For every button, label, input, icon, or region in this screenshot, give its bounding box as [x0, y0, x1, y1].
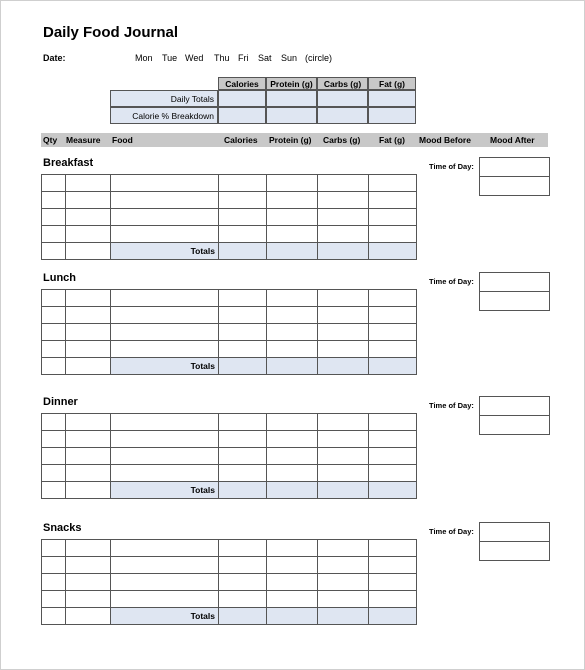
summary-header-row [218, 77, 416, 90]
entry-cell[interactable] [219, 324, 267, 341]
col-header-mood-before: Mood Before [419, 135, 471, 145]
entry-cell[interactable] [318, 175, 369, 192]
entry-cell[interactable] [219, 448, 267, 465]
time-of-day-box-snacks [479, 522, 550, 561]
summary-cell[interactable] [368, 90, 416, 107]
totals-label: Totals [111, 243, 219, 260]
time-of-day-box-lunch [479, 272, 550, 311]
entry-cell[interactable] [219, 226, 267, 243]
entry-cell[interactable] [318, 557, 369, 574]
time-of-day-field[interactable] [480, 273, 550, 292]
table-row [42, 175, 417, 192]
summary-header-carbs: Carbs (g) [317, 77, 368, 90]
section-title-dinner: Dinner [43, 396, 78, 408]
entry-cell[interactable] [267, 591, 318, 608]
entry-cell[interactable] [66, 608, 111, 625]
entry-cell[interactable] [369, 448, 417, 465]
table-row [42, 465, 417, 482]
entry-cell[interactable] [66, 431, 111, 448]
day-tue[interactable]: Tue [162, 53, 178, 63]
entry-cell[interactable] [42, 465, 66, 482]
entry-cell[interactable] [111, 448, 219, 465]
entry-cell[interactable] [318, 226, 369, 243]
time-of-day-box-breakfast [479, 157, 550, 196]
entry-cell[interactable] [66, 465, 111, 482]
totals-cell[interactable] [267, 608, 318, 625]
entry-cell[interactable] [318, 431, 369, 448]
col-header-food: Food [112, 135, 133, 145]
entry-cell[interactable] [318, 341, 369, 358]
entry-cell[interactable] [318, 192, 369, 209]
entry-cell[interactable] [318, 540, 369, 557]
totals-cell[interactable] [369, 358, 417, 375]
table-row [42, 290, 417, 307]
entry-cell[interactable] [369, 414, 417, 431]
entry-cell[interactable] [66, 448, 111, 465]
summary-cell[interactable] [317, 107, 368, 124]
totals-row [42, 243, 417, 260]
entry-cell[interactable] [267, 324, 318, 341]
day-circle-note: (circle) [305, 53, 332, 63]
summary-cell[interactable] [218, 90, 266, 107]
entry-cell[interactable] [318, 591, 369, 608]
summary-header-calories: Calories [218, 77, 266, 90]
totals-cell[interactable] [267, 243, 318, 260]
totals-cell[interactable] [219, 482, 267, 499]
time-of-day-label-snacks: Time of Day: [429, 527, 474, 536]
entry-cell[interactable] [267, 465, 318, 482]
summary-cell[interactable] [317, 90, 368, 107]
col-header-calories: Calories [224, 135, 258, 145]
col-header-carbs: Carbs (g) [323, 135, 361, 145]
meal-table-lunch [41, 289, 417, 375]
entry-cell[interactable] [42, 226, 66, 243]
entry-cell[interactable] [219, 465, 267, 482]
totals-cell[interactable] [267, 482, 318, 499]
summary-label-calorie-breakdown: Calorie % Breakdown [110, 107, 218, 124]
time-of-day-label-lunch: Time of Day: [429, 277, 474, 286]
entry-cell[interactable] [219, 574, 267, 591]
entry-cell[interactable] [318, 290, 369, 307]
entry-cell[interactable] [111, 307, 219, 324]
entry-cell[interactable] [219, 290, 267, 307]
entry-cell[interactable] [219, 341, 267, 358]
entry-cell[interactable] [267, 574, 318, 591]
day-sat[interactable]: Sat [258, 53, 272, 63]
entry-cell[interactable] [369, 557, 417, 574]
totals-cell[interactable] [369, 608, 417, 625]
entry-cell[interactable] [369, 324, 417, 341]
entry-cell[interactable] [66, 209, 111, 226]
entry-cell[interactable] [42, 307, 66, 324]
entry-cell[interactable] [42, 209, 66, 226]
table-row [42, 226, 417, 243]
entry-cell[interactable] [42, 574, 66, 591]
table-row [42, 192, 417, 209]
entry-cell[interactable] [219, 209, 267, 226]
entry-cell[interactable] [42, 414, 66, 431]
entry-cell[interactable] [42, 341, 66, 358]
summary-row-calorie-breakdown [110, 107, 416, 124]
section-title-breakfast: Breakfast [43, 157, 94, 169]
entry-cell[interactable] [66, 192, 111, 209]
summary-cell[interactable] [266, 107, 317, 124]
table-row [42, 307, 417, 324]
entry-cell[interactable] [42, 243, 66, 260]
entry-cell[interactable] [267, 175, 318, 192]
entry-cell[interactable] [318, 324, 369, 341]
entry-cell[interactable] [369, 209, 417, 226]
entry-cell[interactable] [111, 192, 219, 209]
entry-cell[interactable] [369, 540, 417, 557]
table-row [42, 341, 417, 358]
entry-cell[interactable] [318, 574, 369, 591]
meal-table-breakfast [41, 174, 417, 260]
table-row [42, 448, 417, 465]
time-of-day-field[interactable] [480, 542, 550, 561]
summary-header-protein: Protein (g) [266, 77, 317, 90]
entry-cell[interactable] [111, 591, 219, 608]
totals-cell[interactable] [318, 608, 369, 625]
entry-cell[interactable] [369, 290, 417, 307]
entry-cell[interactable] [267, 192, 318, 209]
entry-cell[interactable] [219, 307, 267, 324]
entry-cell[interactable] [111, 324, 219, 341]
totals-row [42, 358, 417, 375]
column-header-bar [41, 133, 548, 147]
time-of-day-field[interactable] [480, 416, 550, 435]
entry-cell[interactable] [219, 557, 267, 574]
entry-cell[interactable] [111, 175, 219, 192]
entry-cell[interactable] [369, 192, 417, 209]
entry-cell[interactable] [369, 591, 417, 608]
entry-cell[interactable] [318, 465, 369, 482]
section-title-lunch: Lunch [43, 272, 76, 284]
entry-cell[interactable] [42, 358, 66, 375]
entry-cell[interactable] [369, 465, 417, 482]
entry-cell[interactable] [318, 448, 369, 465]
entry-cell[interactable] [66, 591, 111, 608]
entry-cell[interactable] [66, 175, 111, 192]
table-row [42, 540, 417, 557]
table-row [42, 431, 417, 448]
entry-cell[interactable] [111, 465, 219, 482]
summary-cell[interactable] [368, 107, 416, 124]
totals-label: Totals [111, 358, 219, 375]
section-title-snacks: Snacks [43, 522, 82, 534]
entry-cell[interactable] [111, 414, 219, 431]
day-thu[interactable]: Thu [214, 53, 230, 63]
totals-label: Totals [111, 608, 219, 625]
time-of-day-label-breakfast: Time of Day: [429, 162, 474, 171]
entry-cell[interactable] [369, 431, 417, 448]
entry-cell[interactable] [219, 192, 267, 209]
day-wed[interactable]: Wed [185, 53, 204, 63]
totals-row [42, 608, 417, 625]
entry-cell[interactable] [219, 540, 267, 557]
entry-cell[interactable] [42, 557, 66, 574]
col-header-protein: Protein (g) [269, 135, 312, 145]
summary-row-daily-totals [110, 90, 416, 107]
entry-cell[interactable] [42, 290, 66, 307]
entry-cell[interactable] [111, 290, 219, 307]
time-of-day-field[interactable] [480, 292, 550, 311]
entry-cell[interactable] [66, 540, 111, 557]
entry-cell[interactable] [66, 324, 111, 341]
totals-cell[interactable] [318, 482, 369, 499]
meal-table-dinner [41, 413, 417, 499]
entry-cell[interactable] [42, 175, 66, 192]
summary-cell[interactable] [218, 107, 266, 124]
col-header-fat: Fat (g) [379, 135, 405, 145]
entry-cell[interactable] [318, 414, 369, 431]
time-of-day-field[interactable] [480, 177, 550, 196]
entry-cell[interactable] [219, 431, 267, 448]
table-row [42, 591, 417, 608]
entry-cell[interactable] [42, 448, 66, 465]
day-fri[interactable]: Fri [238, 53, 249, 63]
entry-cell[interactable] [267, 540, 318, 557]
entry-cell[interactable] [66, 482, 111, 499]
entry-cell[interactable] [66, 414, 111, 431]
entry-cell[interactable] [267, 414, 318, 431]
table-row [42, 574, 417, 591]
table-row [42, 324, 417, 341]
totals-label: Totals [111, 482, 219, 499]
entry-cell[interactable] [66, 358, 111, 375]
entry-cell[interactable] [66, 243, 111, 260]
entry-cell[interactable] [369, 341, 417, 358]
summary-label-daily-totals: Daily Totals [110, 90, 218, 107]
entry-cell[interactable] [267, 341, 318, 358]
day-mon[interactable]: Mon [135, 53, 153, 63]
entry-cell[interactable] [66, 341, 111, 358]
table-row [42, 414, 417, 431]
entry-cell[interactable] [369, 226, 417, 243]
entry-cell[interactable] [111, 540, 219, 557]
entry-cell[interactable] [267, 209, 318, 226]
entry-cell[interactable] [111, 226, 219, 243]
totals-cell[interactable] [318, 243, 369, 260]
entry-cell[interactable] [111, 209, 219, 226]
entry-cell[interactable] [267, 226, 318, 243]
summary-header-fat: Fat (g) [368, 77, 416, 90]
meal-table-snacks [41, 539, 417, 625]
time-of-day-field[interactable] [480, 523, 550, 542]
entry-cell[interactable] [66, 290, 111, 307]
totals-cell[interactable] [369, 482, 417, 499]
entry-cell[interactable] [219, 414, 267, 431]
totals-cell[interactable] [219, 358, 267, 375]
time-of-day-field[interactable] [480, 158, 550, 177]
totals-cell[interactable] [219, 243, 267, 260]
entry-cell[interactable] [111, 341, 219, 358]
entry-cell[interactable] [111, 557, 219, 574]
entry-cell[interactable] [42, 591, 66, 608]
entry-cell[interactable] [318, 209, 369, 226]
totals-cell[interactable] [267, 358, 318, 375]
entry-cell[interactable] [267, 557, 318, 574]
time-of-day-box-dinner [479, 396, 550, 435]
entry-cell[interactable] [369, 574, 417, 591]
col-header-mood-after: Mood After [490, 135, 535, 145]
entry-cell[interactable] [42, 431, 66, 448]
totals-row [42, 482, 417, 499]
entry-cell[interactable] [318, 307, 369, 324]
entry-cell[interactable] [42, 324, 66, 341]
entry-cell[interactable] [219, 175, 267, 192]
page-title: Daily Food Journal [43, 24, 179, 41]
entry-cell[interactable] [111, 431, 219, 448]
entry-cell[interactable] [111, 574, 219, 591]
time-of-day-label-dinner: Time of Day: [429, 401, 474, 410]
entry-cell[interactable] [66, 574, 111, 591]
totals-cell[interactable] [219, 608, 267, 625]
entry-cell[interactable] [267, 290, 318, 307]
col-header-measure: Measure [66, 135, 101, 145]
time-of-day-field[interactable] [480, 397, 550, 416]
entry-cell[interactable] [42, 540, 66, 557]
table-row [42, 209, 417, 226]
entry-cell[interactable] [42, 482, 66, 499]
entry-cell[interactable] [267, 448, 318, 465]
col-header-qty: Qty [43, 135, 58, 145]
entry-cell[interactable] [369, 175, 417, 192]
summary-cell[interactable] [266, 90, 317, 107]
entry-cell[interactable] [267, 431, 318, 448]
entry-cell[interactable] [66, 307, 111, 324]
totals-cell[interactable] [318, 358, 369, 375]
entry-cell[interactable] [369, 307, 417, 324]
day-sun[interactable]: Sun [281, 53, 298, 63]
table-row [42, 557, 417, 574]
entry-cell[interactable] [66, 557, 111, 574]
totals-cell[interactable] [369, 243, 417, 260]
entry-cell[interactable] [66, 226, 111, 243]
entry-cell[interactable] [267, 307, 318, 324]
entry-cell[interactable] [219, 591, 267, 608]
date-label: Date: [43, 53, 66, 63]
entry-cell[interactable] [42, 608, 66, 625]
entry-cell[interactable] [42, 192, 66, 209]
